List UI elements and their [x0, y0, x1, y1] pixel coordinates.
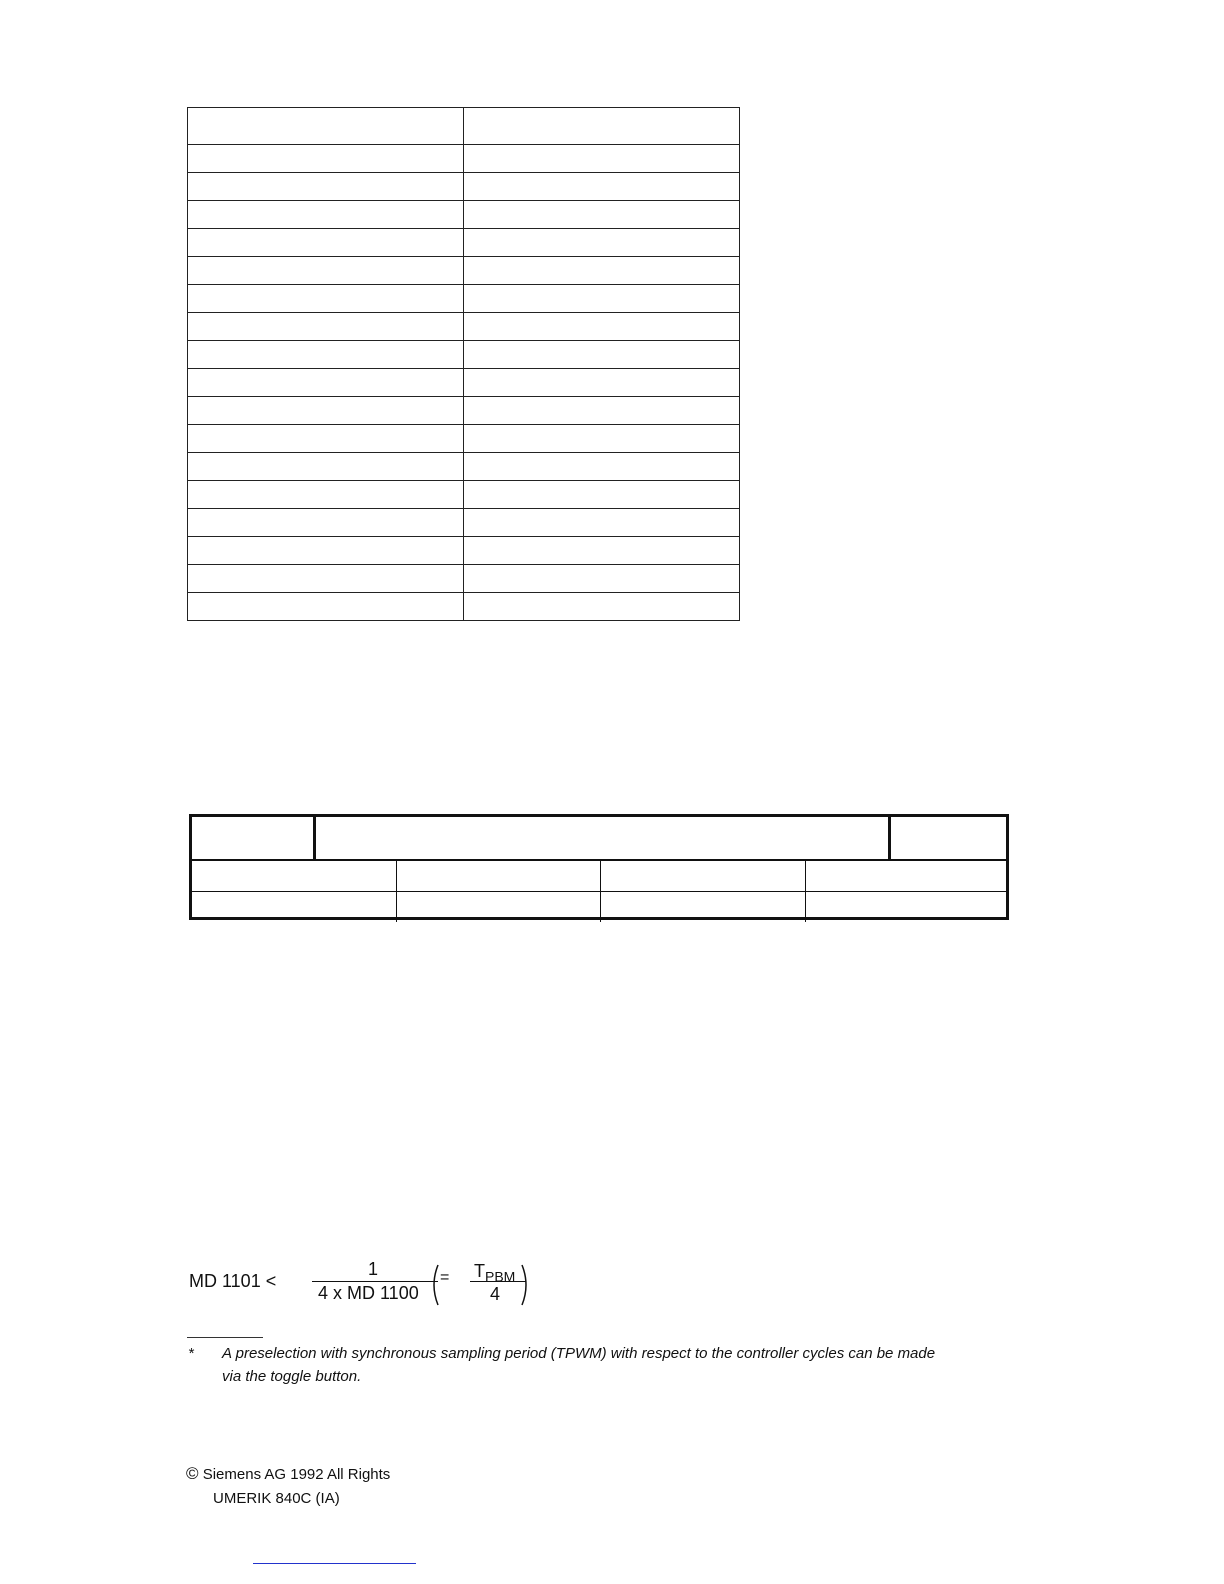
table-cell — [397, 892, 601, 922]
table-cell — [188, 108, 464, 145]
table-cell — [188, 285, 464, 313]
fraction-bar — [312, 1281, 438, 1282]
table-row — [188, 509, 740, 537]
table-cell — [188, 369, 464, 397]
fraction-bar — [470, 1281, 526, 1282]
table-row — [188, 108, 740, 145]
table-cell — [464, 145, 740, 173]
table-cell — [188, 481, 464, 509]
table-row — [188, 201, 740, 229]
table-row — [188, 285, 740, 313]
table-row — [188, 537, 740, 565]
table-row — [188, 313, 740, 341]
table-cell — [464, 369, 740, 397]
table-cell — [188, 397, 464, 425]
table-row — [188, 229, 740, 257]
table-cell — [464, 201, 740, 229]
table-cell — [464, 229, 740, 257]
formula-t-denominator: 4 — [490, 1284, 501, 1304]
table-cell — [188, 425, 464, 453]
table-cell — [188, 257, 464, 285]
table-row — [188, 257, 740, 285]
table-cell — [188, 509, 464, 537]
formula — [0, 1255, 700, 1325]
table-cell — [464, 313, 740, 341]
table-cell — [188, 341, 464, 369]
table-row — [188, 425, 740, 453]
table-cell — [464, 173, 740, 201]
table-row — [192, 861, 1006, 892]
table-row — [188, 173, 740, 201]
table-cell — [192, 892, 397, 922]
left-parenthesis — [428, 1263, 440, 1307]
table-cell — [464, 257, 740, 285]
formula-numerator: 1 — [368, 1259, 379, 1279]
machine-data-table — [189, 814, 1009, 920]
product-name: UMERIK 840C (IA) — [213, 1490, 340, 1507]
table-cell — [806, 892, 1006, 922]
table-row — [188, 369, 740, 397]
footnote-text: A preselection with synchronous sampling period (TPWM) with respect to the controller cycles can be made — [222, 1345, 936, 1362]
table-cell — [188, 565, 464, 593]
table-row — [188, 593, 740, 621]
table-cell — [188, 145, 464, 173]
right-parenthesis — [520, 1263, 532, 1307]
parameter-table — [187, 107, 740, 621]
parameter-table-body — [188, 108, 740, 621]
header-cell-number — [192, 817, 316, 859]
table-cell — [464, 425, 740, 453]
copyright-notice — [186, 1464, 390, 1484]
table-cell — [192, 861, 397, 891]
header-cell-title — [316, 817, 891, 859]
table-row — [188, 341, 740, 369]
table-cell — [601, 892, 806, 922]
table-row — [188, 453, 740, 481]
t-subscript: PBM — [485, 1268, 516, 1285]
formula-lhs: MD 1101 < — [189, 1271, 277, 1291]
table-cell — [188, 201, 464, 229]
table-cell — [464, 509, 740, 537]
copyright-text: Siemens AG 1992 All Rights — [202, 1466, 391, 1483]
formula-denominator: 4 x MD 1100 — [318, 1283, 419, 1303]
table-cell — [464, 537, 740, 565]
table-cell — [188, 313, 464, 341]
t-main: T — [474, 1261, 485, 1281]
table-cell — [188, 453, 464, 481]
formula-equals: = — [440, 1269, 450, 1286]
header-cell-ref — [891, 817, 1006, 859]
table-cell — [464, 481, 740, 509]
footnote-text: via the toggle button. — [222, 1368, 362, 1385]
table-cell — [464, 593, 740, 621]
machine-data-table-header — [192, 817, 1006, 861]
table-cell — [188, 229, 464, 257]
table-cell — [188, 537, 464, 565]
table-row — [188, 145, 740, 173]
table-cell — [464, 341, 740, 369]
copyright-symbol: © — [186, 1464, 199, 1483]
table-cell — [601, 861, 806, 891]
footnote-marker: * — [188, 1345, 194, 1362]
table-cell — [464, 108, 740, 145]
table-row — [188, 481, 740, 509]
table-cell — [464, 565, 740, 593]
table-cell — [806, 861, 1006, 891]
hyperlink-underline[interactable] — [253, 1563, 416, 1564]
footnote-rule — [187, 1337, 263, 1338]
table-cell — [397, 861, 601, 891]
table-cell — [464, 397, 740, 425]
table-cell — [188, 593, 464, 621]
table-cell — [464, 285, 740, 313]
table-row — [188, 397, 740, 425]
table-cell — [464, 453, 740, 481]
table-row — [192, 892, 1006, 922]
table-row — [188, 565, 740, 593]
table-cell — [188, 173, 464, 201]
